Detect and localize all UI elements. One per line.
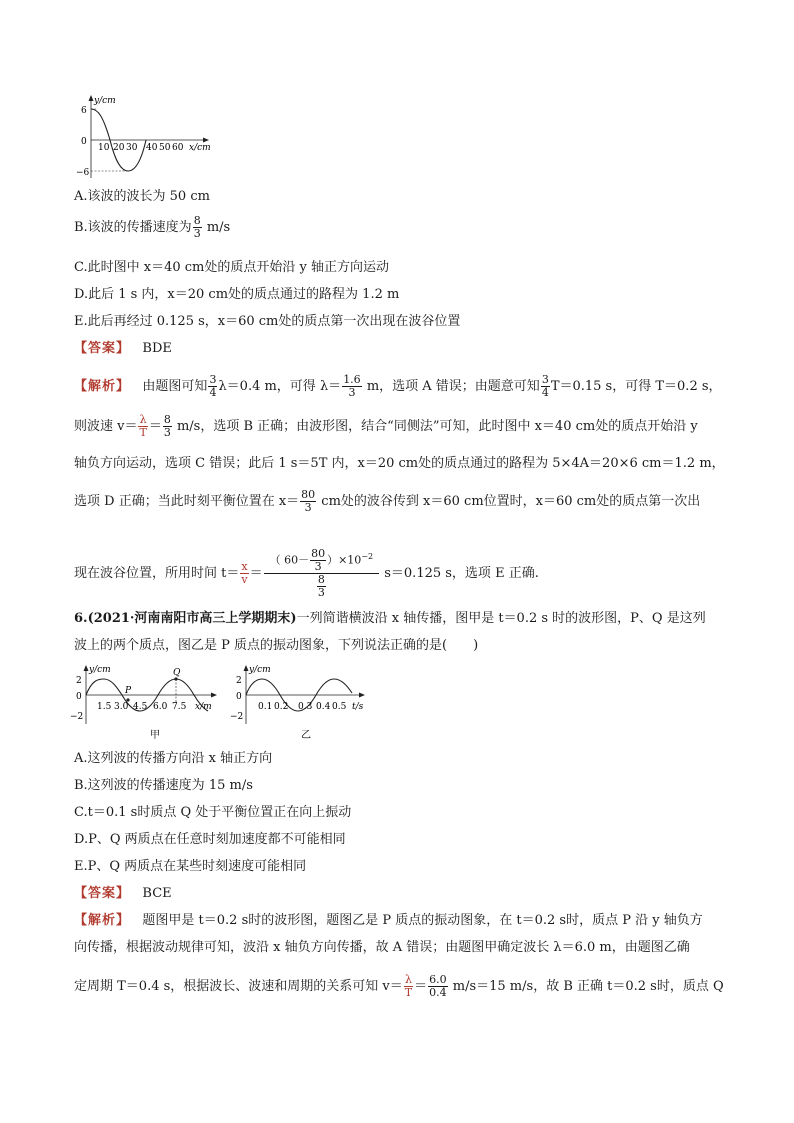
x-tick: 7.5 <box>172 702 187 712</box>
unit: m/s <box>202 220 231 235</box>
denominator: 3 <box>304 501 312 514</box>
text: 一列简谐横波沿 x 轴传播，图甲是 t＝0.2 s 时的波形图，P、Q 是这列 <box>296 611 706 626</box>
explanation-line-1 <box>74 912 703 930</box>
x-tick: 50 <box>159 143 171 153</box>
numerator: 8 <box>163 413 171 426</box>
option-b-text: B.该波的传播速度为 <box>74 220 192 235</box>
text: ）×10 <box>327 553 362 567</box>
y-tick-top: 6 <box>81 106 87 116</box>
text: 题图甲是 t＝0.2 s时的波形图，题图乙是 P 质点的振动图象，在 t＝0.2 s时，质点 P 沿 y 轴负方 <box>142 913 703 928</box>
y-tick-bottom: −2 <box>230 712 244 722</box>
fraction <box>163 414 172 439</box>
denominator: 3 <box>348 386 356 399</box>
x-tick: 3.0 <box>114 702 129 712</box>
y-tick-zero: 0 <box>236 692 242 702</box>
denominator: T <box>404 986 413 999</box>
numerator: 1.6 <box>343 373 361 386</box>
explanation-line-1 <box>74 374 722 399</box>
text: 现在波谷位置，所用时间 t＝ <box>74 566 240 581</box>
point-q-label: Q <box>173 668 181 678</box>
numerator: 80 <box>301 488 316 501</box>
text: ＝ <box>249 566 263 581</box>
y-tick-top: 2 <box>236 676 242 686</box>
question-6-line-1 <box>74 610 706 628</box>
x-tick: 0.2 <box>274 702 289 712</box>
x-tick: 0.5 <box>332 702 347 712</box>
explanation-line-4 <box>74 489 700 514</box>
question-source: 6.(2021·河南南阳市高三上学期期末) <box>74 611 297 626</box>
denominator: 3 <box>317 586 325 599</box>
y-axis-label: y/cm <box>249 665 271 675</box>
fraction <box>138 414 147 439</box>
text: s＝0.125 s，选项 E 正确. <box>380 566 539 581</box>
numerator: λ <box>139 413 147 426</box>
x-tick: 0.4 <box>316 702 331 712</box>
denominator: 4 <box>541 386 549 399</box>
fraction <box>240 561 248 586</box>
explanation-line-5 <box>74 548 539 599</box>
denominator: 0.4 <box>429 986 447 999</box>
y-tick-zero: 0 <box>81 137 87 147</box>
answer-label: 【答案】 <box>74 341 131 356</box>
numerator: 3 <box>541 373 549 386</box>
option-a: A.这列波的传播方向沿 x 轴正方向 <box>74 751 273 766</box>
text: m，选项 A 错误；由题意可知 <box>362 379 540 394</box>
x-tick: 30 <box>126 143 138 153</box>
text: T＝0.15 s，可得 T＝0.2 s， <box>550 379 722 394</box>
option-b <box>74 215 230 240</box>
x-tick: 20 <box>113 143 125 153</box>
answer-value: BCE <box>142 886 172 901</box>
denominator: v <box>241 573 248 586</box>
text: λ＝0.4 m，可得 λ＝ <box>218 379 342 394</box>
option-b: B.这列波的传播速度为 15 m/s <box>74 778 253 793</box>
text: m/s＝15 m/s，故 B 正确 t＝0.2 s时，质点 Q <box>448 979 724 994</box>
fraction <box>300 489 316 514</box>
answer-label: 【答案】 <box>74 886 131 901</box>
explanation-label: 【解析】 <box>74 913 131 928</box>
text: cm处的波谷传到 x＝60 cm位置时，x＝60 cm处的质点第一次出 <box>317 494 701 509</box>
answer-row <box>74 340 172 358</box>
x-tick: 60 <box>172 143 184 153</box>
explanation-line-2: 向传播，根据波动规律可知，波沿 x 轴负方向传播，故 A 错误；由题图甲确定波长 λ＝6.0 m，由题图乙确 <box>74 940 690 955</box>
option-e: E.此后再经过 0.125 s，x＝60 cm处的质点第一次出现在波谷位置 <box>74 314 461 329</box>
denominator: T <box>139 426 147 439</box>
option-a: A.该波的波长为 50 cm <box>74 189 210 204</box>
x-axis-label: x/cm <box>189 143 211 153</box>
text: ＝ <box>414 979 428 994</box>
text: 由题图可知 <box>142 379 208 394</box>
wave-graph-jia <box>64 662 224 742</box>
fraction <box>208 374 217 399</box>
numerator: 3 <box>209 373 217 386</box>
vibration-graph-yi <box>226 662 376 742</box>
denominator <box>264 574 380 599</box>
y-tick-top: 2 <box>76 676 82 686</box>
explanation-line-3 <box>74 974 724 999</box>
numerator: λ <box>404 973 412 986</box>
y-tick-zero: 0 <box>76 692 82 702</box>
fraction <box>193 215 202 240</box>
explanation-label: 【解析】 <box>74 379 131 394</box>
x-tick: 10 <box>98 143 110 153</box>
x-tick: 1.5 <box>97 702 112 712</box>
text: 则波速 v＝ <box>74 419 138 434</box>
denominator: 3 <box>163 426 171 439</box>
y-axis-label: y/cm <box>89 665 111 675</box>
fraction <box>342 374 362 399</box>
x-tick: 0.1 <box>258 702 273 712</box>
fraction <box>310 548 326 573</box>
option-d: D.此后 1 s 内，x＝20 cm处的质点通过的路程为 1.2 m <box>74 287 400 302</box>
x-tick: 40 <box>146 143 158 153</box>
text: ＝ <box>148 419 162 434</box>
denominator: 3 <box>314 560 322 573</box>
fraction <box>428 974 448 999</box>
answer-value: BDE <box>142 341 172 356</box>
numerator: 8 <box>193 214 201 227</box>
fraction <box>404 974 413 999</box>
option-d: D.P、Q 两质点在任意时刻加速度都不可能相同 <box>74 832 346 847</box>
denominator: 4 <box>209 386 217 399</box>
question-6-line-2: 波上的两个质点，图乙是 P 质点的振动图象，下列说法正确的是( ) <box>74 638 479 653</box>
x-tick: 6.0 <box>153 702 168 712</box>
x-axis-label: t/s <box>352 702 364 712</box>
option-e: E.P、Q 两质点在某些时刻速度可能相同 <box>74 859 307 874</box>
y-tick-bottom: −6 <box>76 168 90 178</box>
big-fraction <box>264 548 380 599</box>
text: （ 60－ <box>269 553 310 567</box>
numerator <box>264 548 380 574</box>
exponent: −2 <box>361 551 374 561</box>
x-tick: 0.3 <box>298 702 313 712</box>
x-tick: 4.5 <box>133 702 148 712</box>
wave-graph-1 <box>76 92 226 182</box>
numerator: 80 <box>311 547 326 560</box>
numerator: 6.0 <box>429 973 447 986</box>
x-axis-label: x/m <box>195 702 212 712</box>
fraction <box>317 574 326 599</box>
text: 定周期 T＝0.4 s，根据波长、波速和周期的关系可知 v＝ <box>74 979 403 994</box>
point-p-label: P <box>125 686 132 696</box>
numerator: x <box>241 560 248 573</box>
explanation-line-2 <box>74 414 698 439</box>
denominator: 3 <box>193 227 201 240</box>
answer-row <box>74 885 172 903</box>
text: 选项 D 正确；当此时刻平衡位置在 x＝ <box>74 494 300 509</box>
y-tick-bottom: −2 <box>70 712 84 722</box>
graph-caption: 乙 <box>301 730 311 741</box>
graph-caption: 甲 <box>150 730 160 741</box>
text: m/s，选项 B 正确；由波形图，结合“同侧法”可知，此时图中 x＝40 cm处的质点开始沿 y <box>172 419 698 434</box>
option-c: C.t＝0.1 s时质点 Q 处于平衡位置正在向上振动 <box>74 805 352 820</box>
numerator: 8 <box>317 573 325 586</box>
y-axis-label: y/cm <box>94 96 116 106</box>
option-c: C.此时图中 x＝40 cm处的质点开始沿 y 轴正方向运动 <box>74 260 389 275</box>
fraction <box>541 374 550 399</box>
explanation-line-3: 轴负方向运动，选项 C 错误；此后 1 s＝5T 内，x＝20 cm处的质点通过的路程为 5×4A＝20×6 cm＝1.2 m， <box>74 456 725 471</box>
